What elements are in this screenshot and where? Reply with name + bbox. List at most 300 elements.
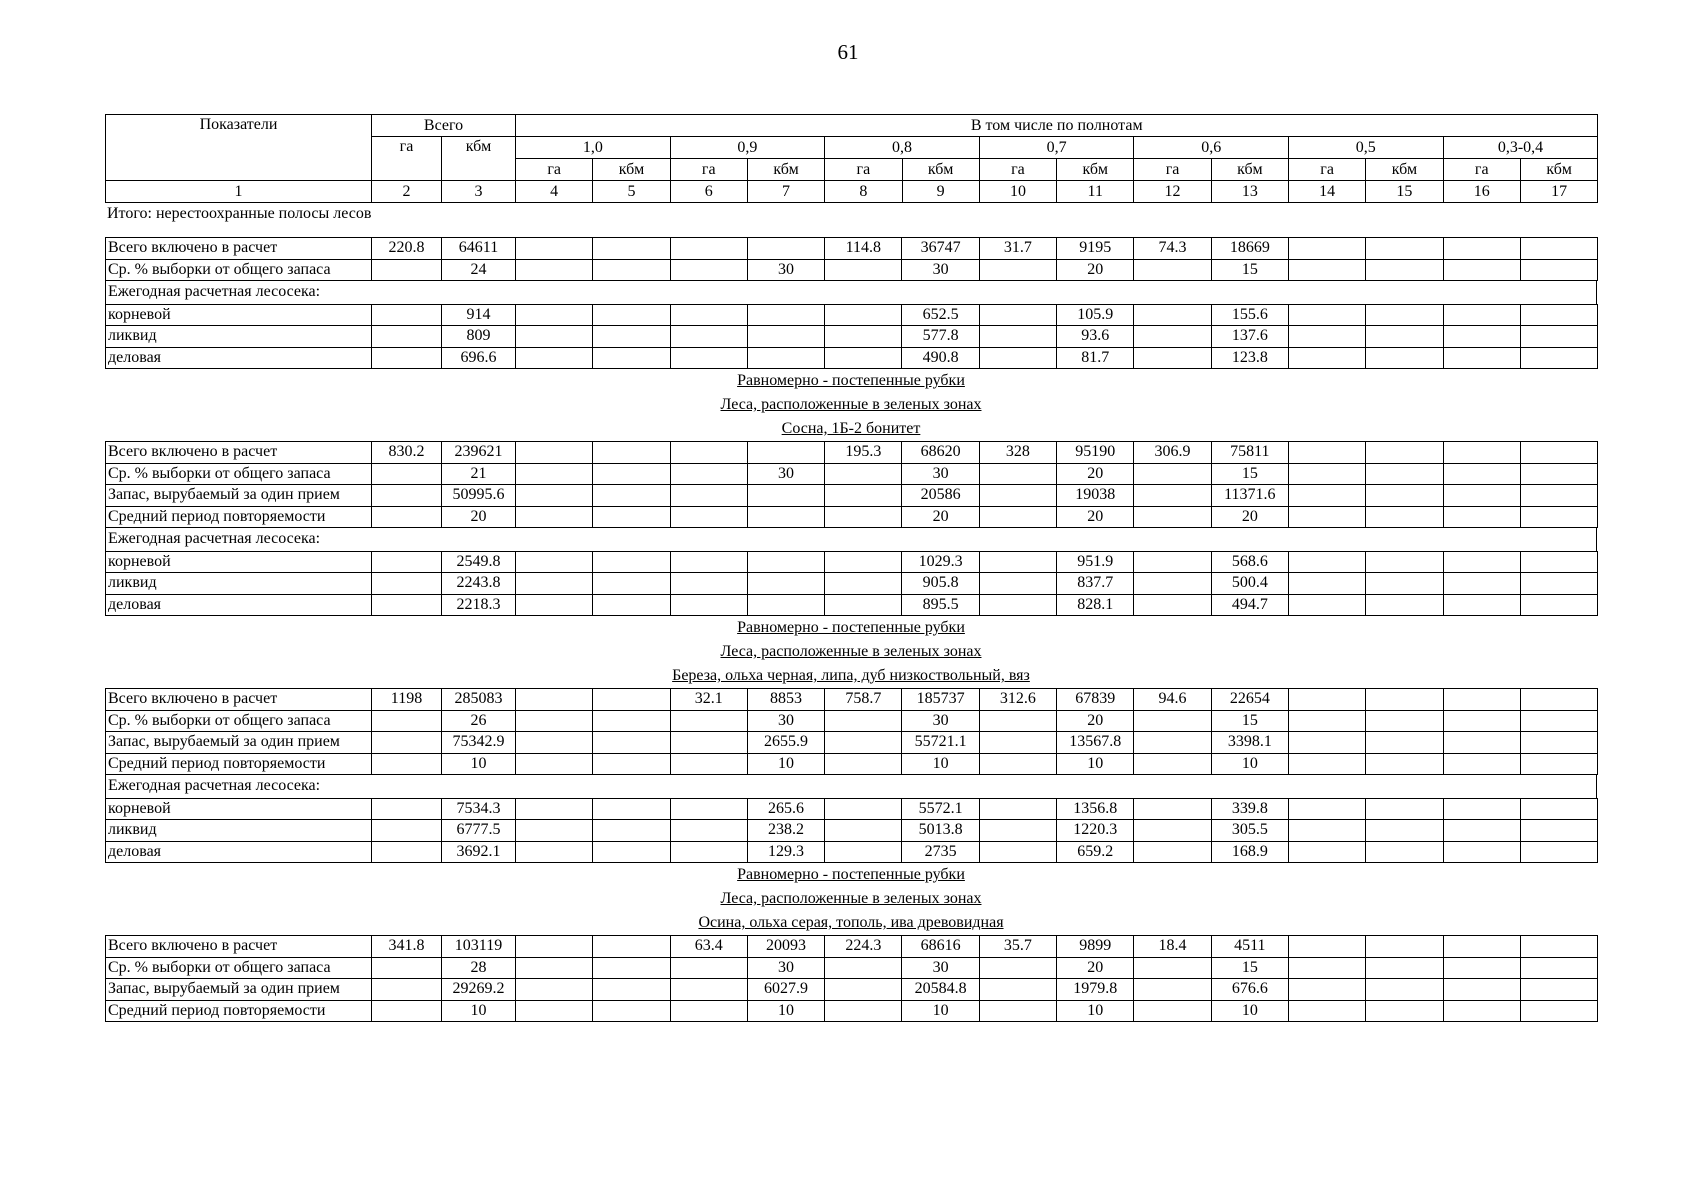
- cell-value: 951.9: [1057, 551, 1134, 573]
- cell-value: 93.6: [1057, 326, 1134, 348]
- cell-value: [372, 841, 442, 863]
- cell-value: [1443, 820, 1520, 842]
- cell-value: [1134, 326, 1211, 348]
- cell-value: [593, 841, 670, 863]
- cell-value: 312.6: [979, 689, 1056, 711]
- cell-value: [516, 326, 593, 348]
- header-by-density: В том числе по полнотам: [516, 115, 1598, 137]
- cell-value: [825, 551, 902, 573]
- cell-value: [979, 957, 1056, 979]
- section-heading-text: Леса, расположенные в зеленых зонах: [720, 643, 982, 660]
- section-heading-text: Равномерно - постепенные рубки: [737, 866, 965, 883]
- row-label: корневой: [106, 798, 372, 820]
- cell-value: 75342.9: [442, 732, 516, 754]
- cell-value: [1443, 753, 1520, 775]
- cell-value: [1288, 957, 1365, 979]
- cell-value: 10: [1211, 1000, 1288, 1022]
- cell-value: [825, 710, 902, 732]
- table-section: [105, 369, 1597, 616]
- cell-value: [1366, 442, 1443, 464]
- cell-value: [1366, 798, 1443, 820]
- cell-value: [1366, 820, 1443, 842]
- cell-value: [670, 259, 747, 281]
- column-number: 12: [1134, 181, 1211, 203]
- annual-cut-table: [105, 798, 1598, 864]
- cell-value: [1443, 710, 1520, 732]
- section-heading: [105, 887, 1597, 911]
- cell-value: 500.4: [1211, 573, 1288, 595]
- cell-value: 9899: [1057, 936, 1134, 958]
- column-number: 16: [1443, 181, 1520, 203]
- section-heading: [105, 616, 1597, 640]
- cell-value: [1366, 463, 1443, 485]
- row-label: Ср. % выборки от общего запаса: [106, 710, 372, 732]
- table-row: [106, 259, 1598, 281]
- cell-value: 168.9: [1211, 841, 1288, 863]
- table-row: [106, 463, 1598, 485]
- row-label: Ср. % выборки от общего запаса: [106, 957, 372, 979]
- header-density-4: 0,7: [979, 137, 1134, 159]
- cell-value: 155.6: [1211, 304, 1288, 326]
- table-section: [105, 616, 1597, 863]
- cell-value: [593, 820, 670, 842]
- header-unit-ha: га: [670, 159, 747, 181]
- header-unit-ha: га: [1288, 159, 1365, 181]
- cell-value: [372, 506, 442, 528]
- cell-value: [979, 594, 1056, 616]
- cell-value: [670, 238, 747, 260]
- cell-value: [516, 238, 593, 260]
- cell-value: 137.6: [1211, 326, 1288, 348]
- cell-value: [670, 594, 747, 616]
- row-label: Запас, вырубаемый за один прием: [106, 979, 372, 1001]
- cell-value: 185737: [902, 689, 979, 711]
- header-unit-ha: га: [516, 159, 593, 181]
- column-number: 11: [1057, 181, 1134, 203]
- cell-value: 306.9: [1134, 442, 1211, 464]
- cell-value: 28: [442, 957, 516, 979]
- cell-value: [825, 753, 902, 775]
- cell-value: 30: [902, 957, 979, 979]
- column-number: 9: [902, 181, 979, 203]
- cell-value: [1520, 710, 1597, 732]
- cell-value: [747, 594, 824, 616]
- cell-value: 7534.3: [442, 798, 516, 820]
- cell-value: [825, 304, 902, 326]
- cell-value: 50995.6: [442, 485, 516, 507]
- cell-value: [1134, 710, 1211, 732]
- table-row: [106, 753, 1598, 775]
- column-number: 6: [670, 181, 747, 203]
- column-number: 1: [106, 181, 372, 203]
- table-row: [106, 442, 1598, 464]
- cell-value: [516, 841, 593, 863]
- cell-value: 20: [902, 506, 979, 528]
- annual-cut-table: [105, 551, 1598, 617]
- indicator-table: [105, 935, 1598, 1022]
- header-unit-ha: га: [825, 159, 902, 181]
- cell-value: [593, 1000, 670, 1022]
- cell-value: [1134, 573, 1211, 595]
- cell-value: [1443, 689, 1520, 711]
- table-row: [106, 689, 1598, 711]
- cell-value: [1520, 689, 1597, 711]
- cell-value: 5013.8: [902, 820, 979, 842]
- header-density-6: 0,5: [1288, 137, 1443, 159]
- cell-value: [1520, 732, 1597, 754]
- column-header-table: [105, 114, 1598, 203]
- cell-value: [1443, 442, 1520, 464]
- cell-value: [1366, 551, 1443, 573]
- cell-value: [979, 979, 1056, 1001]
- cell-value: [747, 326, 824, 348]
- cell-value: [516, 1000, 593, 1022]
- cell-value: [979, 841, 1056, 863]
- cell-value: [825, 485, 902, 507]
- annual-cut-label: Ежегодная расчетная лесосека:: [105, 528, 1597, 551]
- cell-value: 1198: [372, 689, 442, 711]
- cell-value: [1288, 326, 1365, 348]
- cell-value: [1288, 732, 1365, 754]
- cell-value: [670, 1000, 747, 1022]
- cell-value: [593, 936, 670, 958]
- cell-value: 6777.5: [442, 820, 516, 842]
- cell-value: [670, 442, 747, 464]
- cell-value: 20093: [747, 936, 824, 958]
- table-row: [106, 594, 1598, 616]
- cell-value: 20: [442, 506, 516, 528]
- cell-value: [1134, 594, 1211, 616]
- cell-value: 20586: [902, 485, 979, 507]
- cell-value: 809: [442, 326, 516, 348]
- row-label: Ср. % выборки от общего запаса: [106, 259, 372, 281]
- cell-value: 35.7: [979, 936, 1056, 958]
- cell-value: [979, 551, 1056, 573]
- cell-value: 26: [442, 710, 516, 732]
- row-label: ликвид: [106, 326, 372, 348]
- cell-value: [1366, 594, 1443, 616]
- cell-value: [979, 798, 1056, 820]
- cell-value: [670, 304, 747, 326]
- table-row: [106, 710, 1598, 732]
- header-unit-m3: кбм: [593, 159, 670, 181]
- cell-value: [825, 732, 902, 754]
- cell-value: [825, 820, 902, 842]
- cell-value: [1134, 551, 1211, 573]
- cell-value: [979, 753, 1056, 775]
- cell-value: [979, 710, 1056, 732]
- cell-value: [593, 442, 670, 464]
- cell-value: [516, 463, 593, 485]
- cell-value: [593, 710, 670, 732]
- cell-value: [516, 551, 593, 573]
- cell-value: [1520, 304, 1597, 326]
- column-number: 10: [979, 181, 1056, 203]
- row-label: Запас, вырубаемый за один прием: [106, 732, 372, 754]
- cell-value: [516, 936, 593, 958]
- cell-value: [1134, 732, 1211, 754]
- cell-value: 10: [442, 1000, 516, 1022]
- cell-value: 30: [902, 463, 979, 485]
- cell-value: [372, 463, 442, 485]
- table-row: [106, 1000, 1598, 1022]
- row-label: корневой: [106, 551, 372, 573]
- cell-value: 15: [1211, 259, 1288, 281]
- cell-value: [1134, 463, 1211, 485]
- cell-value: [516, 957, 593, 979]
- cell-value: [1520, 979, 1597, 1001]
- cell-value: [747, 573, 824, 595]
- table-row: [106, 957, 1598, 979]
- column-number: 4: [516, 181, 593, 203]
- cell-value: 341.8: [372, 936, 442, 958]
- cell-value: [979, 463, 1056, 485]
- cell-value: [979, 326, 1056, 348]
- section-heading: [105, 369, 1597, 393]
- cell-value: [1520, 485, 1597, 507]
- cell-value: [1366, 732, 1443, 754]
- cell-value: [1366, 957, 1443, 979]
- cell-value: 11371.6: [1211, 485, 1288, 507]
- cell-value: [1520, 594, 1597, 616]
- header-unit-m3: кбм: [902, 159, 979, 181]
- cell-value: 10: [747, 1000, 824, 1022]
- header-density-2: 0,9: [670, 137, 825, 159]
- cell-value: 10: [1057, 753, 1134, 775]
- row-label: деловая: [106, 841, 372, 863]
- row-label: Всего включено в расчет: [106, 442, 372, 464]
- cell-value: 15: [1211, 957, 1288, 979]
- cell-value: 15: [1211, 710, 1288, 732]
- cell-value: [516, 506, 593, 528]
- cell-value: [516, 485, 593, 507]
- cell-value: [1288, 551, 1365, 573]
- cell-value: [670, 820, 747, 842]
- cell-value: [979, 820, 1056, 842]
- section-heading-text: Леса, расположенные в зеленых зонах: [720, 396, 982, 413]
- cell-value: [1288, 463, 1365, 485]
- section-heading-text: Береза, ольха черная, липа, дуб низкоствольный, вяз: [672, 667, 1030, 684]
- cell-value: [825, 573, 902, 595]
- cell-value: [1443, 573, 1520, 595]
- cell-value: [1288, 710, 1365, 732]
- cell-value: 30: [747, 463, 824, 485]
- cell-value: [1366, 259, 1443, 281]
- cell-value: [670, 506, 747, 528]
- cell-value: [1366, 689, 1443, 711]
- table-row: [106, 841, 1598, 863]
- cell-value: 339.8: [1211, 798, 1288, 820]
- cell-value: [825, 798, 902, 820]
- cell-value: [670, 841, 747, 863]
- cell-value: [593, 957, 670, 979]
- cell-value: [1443, 936, 1520, 958]
- cell-value: [593, 689, 670, 711]
- cell-value: 129.3: [747, 841, 824, 863]
- cell-value: [593, 238, 670, 260]
- cell-value: [825, 957, 902, 979]
- cell-value: 94.6: [1134, 689, 1211, 711]
- table-row: [106, 326, 1598, 348]
- cell-value: [593, 259, 670, 281]
- cell-value: [1443, 506, 1520, 528]
- row-label: деловая: [106, 594, 372, 616]
- cell-value: [1443, 485, 1520, 507]
- row-label: Всего включено в расчет: [106, 238, 372, 260]
- cell-value: 103119: [442, 936, 516, 958]
- cell-value: [593, 326, 670, 348]
- cell-value: [1443, 957, 1520, 979]
- cell-value: [1288, 259, 1365, 281]
- cell-value: [979, 1000, 1056, 1022]
- cell-value: 652.5: [902, 304, 979, 326]
- cell-value: [1443, 551, 1520, 573]
- cell-value: 20: [1057, 957, 1134, 979]
- row-label: Средний период повторяемости: [106, 1000, 372, 1022]
- row-label: Запас, вырубаемый за один прием: [106, 485, 372, 507]
- cell-value: 2655.9: [747, 732, 824, 754]
- cell-value: [979, 573, 1056, 595]
- header-density-7: 0,3-0,4: [1443, 137, 1598, 159]
- header-unit-m3: кбм: [747, 159, 824, 181]
- cell-value: 21: [442, 463, 516, 485]
- cell-value: [747, 551, 824, 573]
- header-unit-m3: кбм: [1366, 159, 1443, 181]
- cell-value: [1134, 841, 1211, 863]
- cell-value: 68620: [902, 442, 979, 464]
- cell-value: [1520, 957, 1597, 979]
- cell-value: [516, 594, 593, 616]
- cell-value: [670, 957, 747, 979]
- section-heading-text: Сосна, 1Б-2 бонитет: [781, 420, 921, 437]
- cell-value: [516, 689, 593, 711]
- cell-value: [372, 820, 442, 842]
- cell-value: [670, 732, 747, 754]
- section-heading: [105, 393, 1597, 417]
- cell-value: [1366, 710, 1443, 732]
- cell-value: 895.5: [902, 594, 979, 616]
- cell-value: [825, 594, 902, 616]
- cell-value: 20: [1057, 259, 1134, 281]
- cell-value: 4511: [1211, 936, 1288, 958]
- cell-value: 914: [442, 304, 516, 326]
- cell-value: 696.6: [442, 347, 516, 369]
- cell-value: [979, 485, 1056, 507]
- table-section: [105, 863, 1597, 1022]
- cell-value: [516, 347, 593, 369]
- cell-value: [1366, 326, 1443, 348]
- cell-value: [1134, 753, 1211, 775]
- cell-value: 29269.2: [442, 979, 516, 1001]
- cell-value: [825, 347, 902, 369]
- cell-value: 20: [1057, 463, 1134, 485]
- header-unit-m3: кбм: [1057, 159, 1134, 181]
- cell-value: 8853: [747, 689, 824, 711]
- table-row: [106, 551, 1598, 573]
- cell-value: [1520, 347, 1597, 369]
- cell-value: [516, 979, 593, 1001]
- cell-value: [1366, 304, 1443, 326]
- cell-value: 265.6: [747, 798, 824, 820]
- cell-value: [825, 1000, 902, 1022]
- cell-value: [825, 463, 902, 485]
- row-label: Всего включено в расчет: [106, 936, 372, 958]
- cell-value: [1288, 1000, 1365, 1022]
- cell-value: 18669: [1211, 238, 1288, 260]
- cell-value: [1443, 841, 1520, 863]
- table-row: [106, 238, 1598, 260]
- header-unit-ha: га: [979, 159, 1056, 181]
- indicator-table: [105, 237, 1598, 281]
- cell-value: [593, 594, 670, 616]
- cell-value: [1288, 304, 1365, 326]
- cell-value: [670, 979, 747, 1001]
- cell-value: 55721.1: [902, 732, 979, 754]
- cell-value: [1366, 1000, 1443, 1022]
- cell-value: 10: [747, 753, 824, 775]
- cell-value: [516, 304, 593, 326]
- cell-value: [516, 259, 593, 281]
- cell-value: [372, 979, 442, 1001]
- cell-value: [372, 485, 442, 507]
- header-indicator: Показатели: [106, 115, 372, 181]
- cell-value: 105.9: [1057, 304, 1134, 326]
- cell-value: [1288, 753, 1365, 775]
- table-row: [106, 820, 1598, 842]
- cell-value: [593, 798, 670, 820]
- cell-value: [1288, 573, 1365, 595]
- cell-value: [516, 573, 593, 595]
- cell-value: 328: [979, 442, 1056, 464]
- header-unit-m3: кбм: [1520, 159, 1598, 181]
- cell-value: [1443, 326, 1520, 348]
- cell-value: [1366, 347, 1443, 369]
- cell-value: [979, 347, 1056, 369]
- section-heading: [105, 417, 1597, 441]
- row-label: корневой: [106, 304, 372, 326]
- cell-value: [372, 798, 442, 820]
- cell-value: [1288, 936, 1365, 958]
- cell-value: [593, 304, 670, 326]
- cell-value: [1288, 238, 1365, 260]
- spacer: [105, 225, 1597, 237]
- header-density-5: 0,6: [1134, 137, 1289, 159]
- cell-value: [372, 1000, 442, 1022]
- column-number: 3: [442, 181, 516, 203]
- cell-value: [1443, 1000, 1520, 1022]
- cell-value: 31.7: [979, 238, 1056, 260]
- cell-value: [1520, 1000, 1597, 1022]
- column-number: 15: [1366, 181, 1443, 203]
- cell-value: [372, 957, 442, 979]
- cell-value: [1134, 1000, 1211, 1022]
- cell-value: [670, 710, 747, 732]
- cell-value: [670, 798, 747, 820]
- cell-value: 19038: [1057, 485, 1134, 507]
- cell-value: [979, 506, 1056, 528]
- cell-value: [1520, 573, 1597, 595]
- table-row: [106, 485, 1598, 507]
- cell-value: 238.2: [747, 820, 824, 842]
- cell-value: [825, 259, 902, 281]
- annual-cut-table: [105, 304, 1598, 370]
- cell-value: 6027.9: [747, 979, 824, 1001]
- cell-value: [372, 551, 442, 573]
- cell-value: [1288, 689, 1365, 711]
- cell-value: 830.2: [372, 442, 442, 464]
- cell-value: 10: [1211, 753, 1288, 775]
- table-row: [106, 304, 1598, 326]
